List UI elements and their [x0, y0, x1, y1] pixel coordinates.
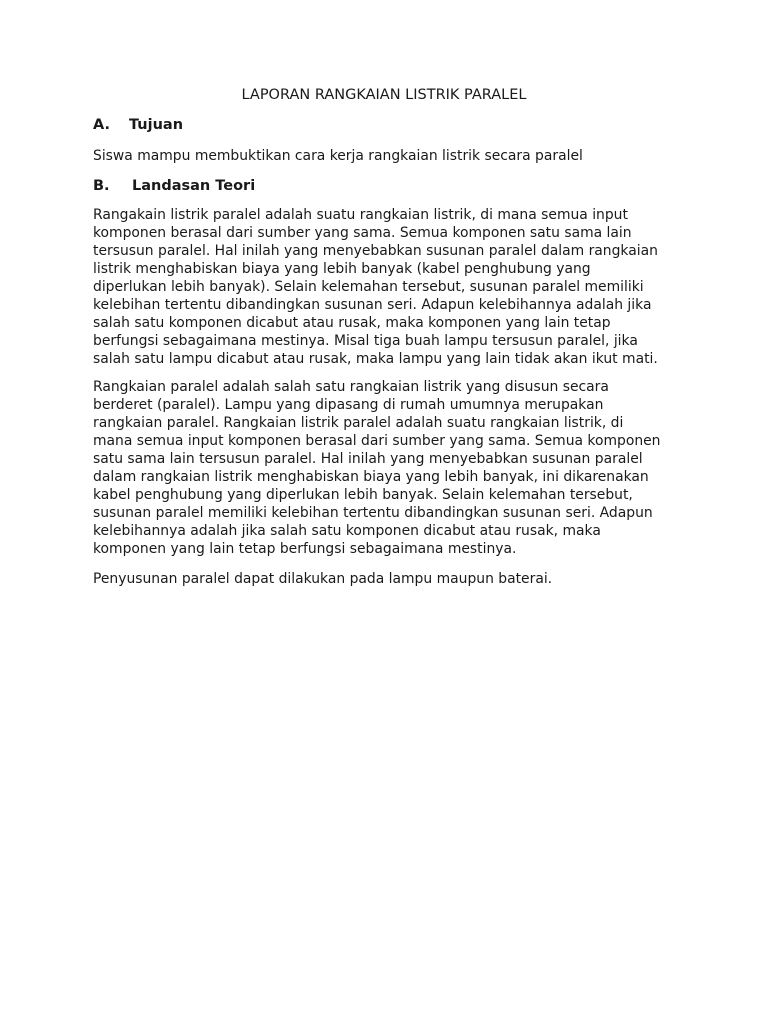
section-a-text-line: Siswa mampu membuktikan cara kerja rangkaian listrik secara paralel — [93, 148, 583, 164]
paragraph-1-line: listrik menghabiskan biaya yang lebih banyak (kabel penghubung yang — [93, 261, 591, 277]
paragraph-2-line: komponen yang lain tetap berfungsi sebagaimana mestinya. — [93, 541, 517, 557]
paragraph-1-line: kelebihan tertentu dibandingkan susunan seri. Adapun kelebihannya adalah jika — [93, 297, 652, 313]
paragraph-2-line: Rangkaian paralel adalah salah satu rangkaian listrik yang disusun secara — [93, 379, 609, 395]
paragraph-2-line: kabel penghubung yang diperlukan lebih banyak. Selain kelemahan tersebut, — [93, 487, 633, 503]
paragraph-1-line: diperlukan lebih banyak). Selain kelemahan tersebut, susunan paralel memiliki — [93, 279, 644, 295]
section-a-number: A. — [93, 117, 110, 133]
paragraph-2-line: susunan paralel memiliki kelebihan tertentu dibandingkan susunan seri. Adapun — [93, 505, 653, 521]
section-b-title: Landasan Teori — [132, 178, 256, 194]
section-b-number: B. — [93, 178, 110, 194]
section-b-heading — [93, 177, 256, 195]
section-a-heading — [93, 116, 184, 134]
paragraph-2-line: mana semua input komponen berasal dari sumber yang sama. Semua komponen — [93, 433, 661, 449]
paragraph-1-line: berfungsi sebagaimana mestinya. Misal tiga buah lampu tersusun paralel, jika — [93, 333, 638, 349]
paragraph-1-line: tersusun paralel. Hal inilah yang menyebabkan susunan paralel dalam rangkaian — [93, 243, 658, 259]
paragraph-1-line: Rangakain listrik paralel adalah suatu rangkaian listrik, di mana semua input — [93, 207, 628, 223]
paragraph-2-line: berderet (paralel). Lampu yang dipasang di rumah umumnya merupakan — [93, 397, 604, 413]
section-a-text — [93, 147, 693, 165]
paragraph-2-line: satu sama lain tersusun paralel. Hal inilah yang menyebabkan susunan paralel — [93, 451, 643, 467]
paragraph-1 — [93, 206, 693, 368]
paragraph-1-line: komponen berasal dari sumber yang sama. Semua komponen satu sama lain — [93, 225, 632, 241]
paragraph-1-line: salah satu lampu dicabut atau rusak, maka lampu yang lain tidak akan ikut mati. — [93, 351, 658, 367]
paragraph-2-line: rangkaian paralel. Rangkaian listrik paralel adalah suatu rangkaian listrik, di — [93, 415, 624, 431]
paragraph-1-line: salah satu komponen dicabut atau rusak, maka komponen yang lain tetap — [93, 315, 611, 331]
paragraph-2-line: dalam rangkaian listrik menghabiskan biaya yang lebih banyak, ini dikarenakan — [93, 469, 649, 485]
paragraph-3-line: Penyusunan paralel dapat dilakukan pada lampu maupun baterai. — [93, 571, 553, 587]
paragraph-2-line: kelebihannya adalah jika salah satu komponen dicabut atau rusak, maka — [93, 523, 601, 539]
paragraph-3 — [93, 570, 693, 588]
paragraph-2 — [93, 378, 693, 558]
document-title: LAPORAN RANGKAIAN LISTRIK PARALEL — [241, 87, 527, 103]
section-a-title: Tujuan — [129, 117, 184, 133]
